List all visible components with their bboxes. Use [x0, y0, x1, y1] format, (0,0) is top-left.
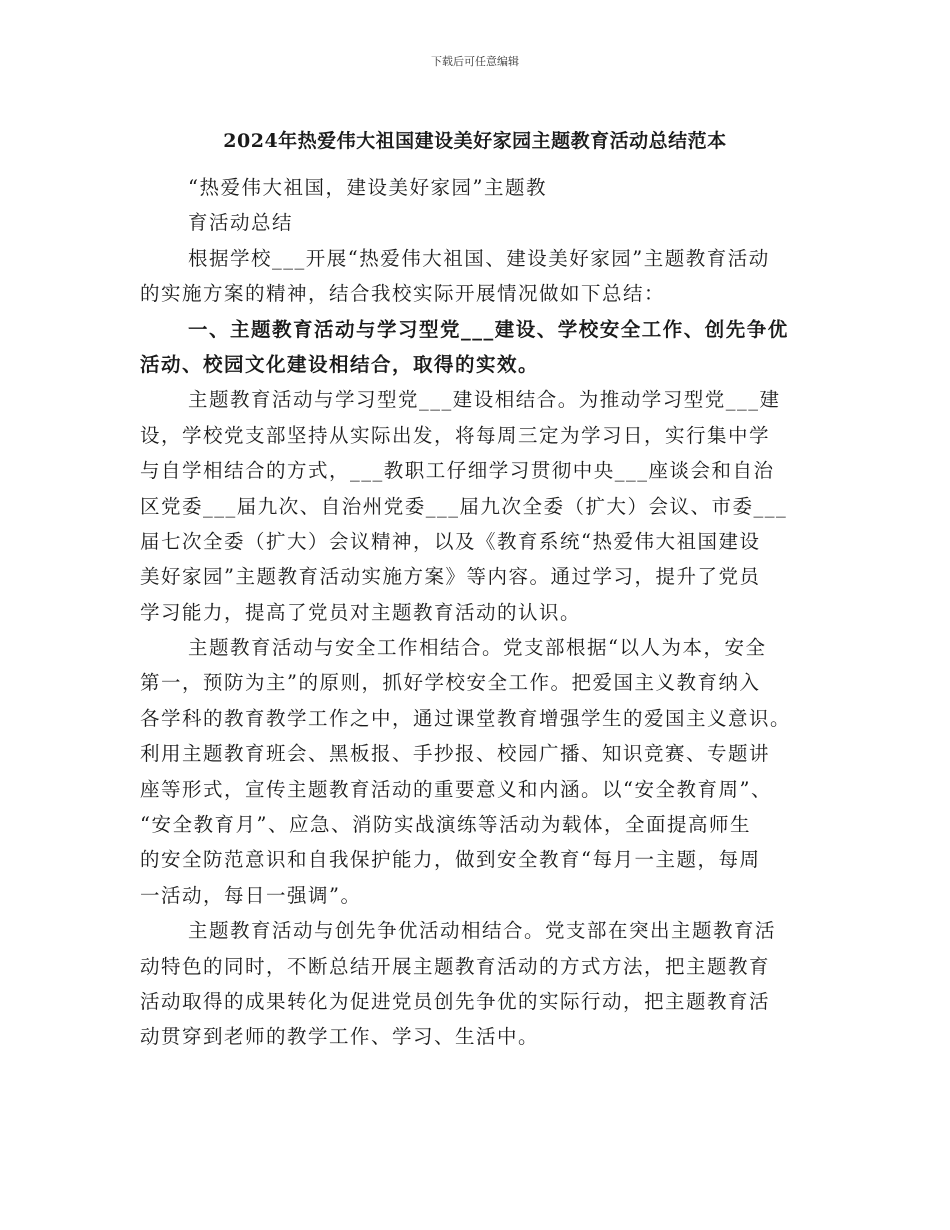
body-line: 一活动，每日一强调”。: [140, 883, 362, 907]
body-line: 利用主题教育班会、黑板报、手抄报、校园广播、知识竞赛、专题讲: [140, 742, 771, 766]
body-line: 区党委___届九次、自治州党委___届九次全委（扩大）会议、市委___: [140, 494, 788, 518]
body-line: 座等形式，宣传主题教育活动的重要意义和内涵。以“安全教育周”、: [140, 777, 772, 801]
body-line: 设，学校党支部坚持从实际出发，将每周三定为学习日，实行集中学: [140, 423, 771, 447]
body-line: 与自学相结合的方式，___教职工仔细学习贯彻中央___座谈会和自治: [140, 459, 775, 483]
subtitle-line: 育活动总结: [188, 211, 294, 235]
body-line: 活动取得的成果转化为促进党员创先争优的实际行动，把主题教育活: [140, 989, 771, 1013]
body-line: 动贯穿到老师的教学工作、学习、生活中。: [140, 1025, 540, 1049]
section-heading-line: 一、主题教育活动与学习型党___建设、学校安全工作、创先争优: [188, 317, 789, 341]
body-line: 第一，预防为主”的原则，抓好学校安全工作。把爱国主义教育纳入: [140, 671, 761, 695]
body-line: 的实施方案的精神，结合我校实际开展情况做如下总结：: [140, 282, 666, 306]
body-line: 主题教育活动与创先争优活动相结合。党支部在突出主题教育活: [188, 919, 777, 943]
body-line: 主题教育活动与安全工作相结合。党支部根据“以人为本，安全: [188, 636, 767, 660]
body-line: 届七次全委（扩大）会议精神，以及《教育系统“热爱伟大祖国建设: [140, 529, 761, 553]
section-heading-line: 活动、校园文化建设相结合，取得的实效。: [140, 352, 540, 376]
page-header-note: 下载后可任意编辑: [431, 55, 519, 68]
body-line: 动特色的同时，不断总结开展主题教育活动的方式方法，把主题教育: [140, 954, 771, 978]
body-line: 各学科的教育教学工作之中，通过课堂教育增强学生的爱国主义意识。: [140, 706, 792, 730]
body-line: 学习能力，提高了党员对主题教育活动的认识。: [140, 600, 582, 624]
document-title: 2024年热爱伟大祖国建设美好家园主题教育活动总结范本: [223, 130, 727, 152]
body-line: 美好家园”主题教育活动实施方案》等内容。通过学习，提升了党员: [140, 565, 761, 589]
body-line: 根据学校___开展“热爱伟大祖国、建设美好家园”主题教育活动: [188, 246, 770, 270]
body-line: 主题教育活动与学习型党___建设相结合。为推动学习型党___建: [188, 388, 781, 412]
subtitle-line: “热爱伟大祖国，建设美好家园”主题教: [188, 176, 547, 199]
document-body: [140, 170, 812, 1055]
body-line: “安全教育月”、应急、消防实战演练等活动为载体，全面提高师生: [140, 813, 751, 837]
body-line: 的安全防范意识和自我保护能力，做到安全教育“每月一主题，每周: [140, 848, 761, 872]
